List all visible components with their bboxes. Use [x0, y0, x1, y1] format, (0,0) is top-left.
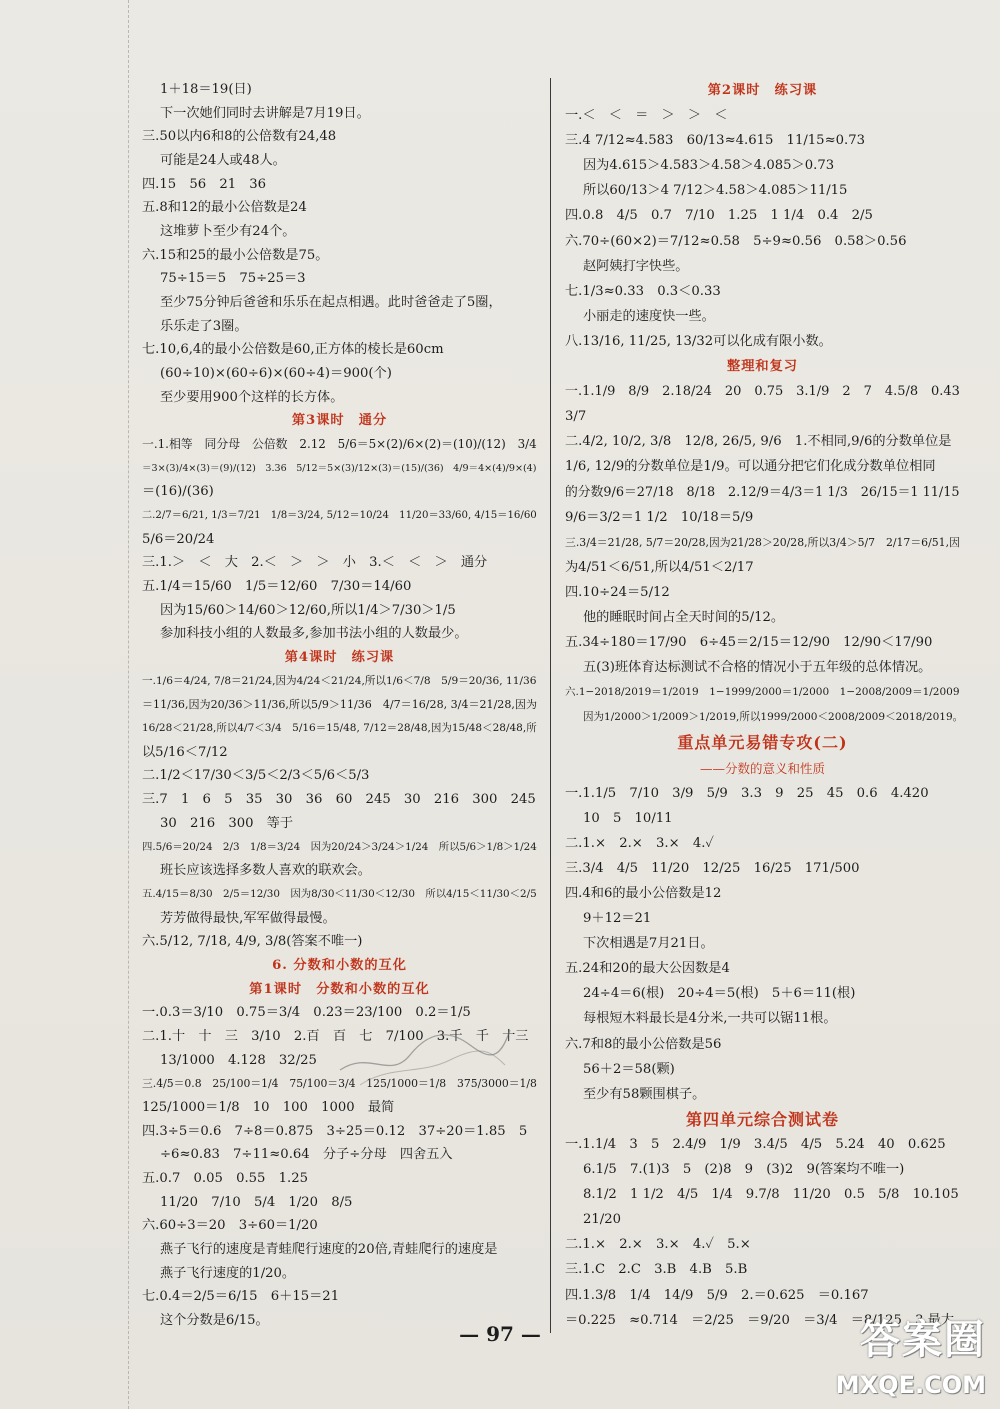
left-column-line: 五.0.7 0.05 0.55 1.25 [142, 1170, 309, 1186]
left-column-line: ＝(16)/(36) [142, 484, 214, 500]
left-column-line: 乐乐走了3圈。 [160, 318, 248, 334]
right-column-line: 三.3/4＝21/28, 5/7＝20/28,因为21/28＞20/28,所以3/4＞5/7 2/17＝6/51,因 [565, 535, 960, 549]
pencil-scribble [330, 1010, 520, 1090]
left-column-line: 六.5/12, 7/18, 4/9, 3/8(答案不唯一) [142, 934, 363, 950]
left-column-line: 三.1.＞ ＜ 大 2.＜ ＞ ＞ 小 3.＜ ＜ ＞ 通分 [142, 555, 488, 571]
left-column-line: 下一次她们同时去讲解是7月19日。 [160, 105, 370, 121]
left-column-line: 燕子飞行的速度是青蛙爬行速度的20倍,青蛙爬行的速度是 [160, 1241, 498, 1257]
left-column-line: 六.15和25的最小公倍数是75。 [142, 247, 329, 263]
left-column-line: 75÷15＝5 75÷25＝3 [160, 271, 306, 287]
right-column-line: 重点单元易错专攻(二) [677, 733, 848, 753]
right-column-line: 四.10÷24＝5/12 [565, 584, 670, 600]
left-column-line: 三.50以内6和8的公倍数有24,48 [142, 129, 337, 145]
right-column-line: 四.0.8 4/5 0.7 7/10 1.25 1 1/4 0.4 2/5 [565, 208, 873, 224]
left-column-line: 一.0.3＝3/10 0.75＝3/4 0.23＝23/100 0.2＝1/5 [142, 1005, 471, 1021]
left-column-line: ÷6≈0.83 7÷11≈0.64 分子÷分母 四舍五入 [160, 1147, 453, 1163]
left-column-line: 第4课时 练习课 [284, 650, 395, 666]
right-column-line: 四.4和6的最小公倍数是12 [565, 886, 722, 901]
right-column-line: 二.1.× 2.× 3.× 4.✓ [565, 835, 714, 851]
right-column-line: 因为4.615＞4.583＞4.58＞4.085＞0.73 [583, 158, 835, 174]
right-column-line: 一.1.1/9 8/9 2.18/24 20 0.75 3.1/9 2 7 4.5/8 0.43 [565, 384, 960, 400]
left-column-line: 五.8和12的最小公倍数是24 [142, 200, 307, 216]
left-column-line: 燕子飞行速度的1/20。 [160, 1265, 296, 1281]
right-column-line: 的分数9/6＝27/18 8/18 2.12/9＝4/3＝1 1/3 26/15＝1 11/15 [565, 484, 960, 500]
right-column-line: 下次相遇是7月21日。 [583, 936, 714, 952]
left-column-line: 因为15/60＞14/60＞12/60,所以1/4＞7/30＞1/5 [160, 602, 456, 618]
right-column-line: 24÷4＝6(根) 20÷4＝5(根) 5＋6＝11(根) [583, 986, 856, 1002]
left-column-line: 可能是24人或48人。 [160, 153, 286, 169]
left-column-line: 一.1/6＝4/24, 7/8＝21/24,因为4/24＜21/24,所以1/6＜7/8 5/9＝20/36, 11/36 [142, 674, 537, 687]
left-column-line: 参加科技小组的人数最多,参加书法小组的人数最少。 [160, 626, 468, 642]
right-column-line: 五.24和20的最大公因数是4 [565, 961, 730, 977]
right-column-line: 10 5 10/11 [583, 810, 673, 826]
right-column-line: 三.1.C 2.C 3.B 4.B 5.B [565, 1262, 748, 1278]
left-column-line: 这个分数是6/15。 [160, 1312, 269, 1328]
right-column-line: 三.4 7/12≈4.583 60/13≈4.615 11/15≈0.73 [565, 133, 865, 149]
right-column-line: 9/6＝3/2＝1 1/2 10/18＝5/9 [565, 509, 754, 525]
left-column-line: 至少要用900个这样的长方体。 [160, 389, 344, 405]
left-column-line: 七.0.4＝2/5＝6/15 6＋15＝21 [142, 1289, 340, 1305]
left-column-line: 三.4/5＝0.8 25/100＝1/4 75/100＝3/4 125/1000＝1/8 375/3000＝1/8 [142, 1077, 537, 1091]
left-column-line: (60÷10)×(60÷6)×(60÷4)＝900(个) [160, 366, 392, 382]
left-column-line: 六.60÷3＝20 3÷60＝1/20 [142, 1218, 318, 1234]
left-column-line: 这堆萝卜至少有24个。 [160, 224, 296, 240]
left-column-line: 五.1/4＝15/60 1/5＝12/60 7/30＝14/60 [142, 579, 412, 595]
page-number: — 97 — [459, 1322, 541, 1346]
right-column-line: ——分数的意义和性质 [699, 760, 825, 776]
left-column-line: 二.2/7＝6/21, 1/3＝7/21 1/8＝3/24, 5/12＝10/24 11/20＝33/60, 4/15＝16/60 [142, 510, 537, 522]
right-column-line: 二.1.× 2.× 3.× 4.✓ 5.× [565, 1237, 751, 1253]
left-column-line: 6. 分数和小数的互化 [272, 957, 407, 973]
right-column-line: 第四单元综合测试卷 [685, 1109, 839, 1129]
right-column-line: 6.1/5 7.(1)3 5 (2)8 9 (3)2 9(答案均不唯一) [583, 1162, 905, 1178]
left-column-line: 第3课时 通分 [291, 413, 388, 429]
right-column-line: 9＋12＝21 [583, 911, 652, 927]
left-column-line: 125/1000＝1/8 10 100 1000 最简 [142, 1099, 395, 1115]
right-column-line: 五(3)班体育达标测试不合格的情况小于五年级的总体情况。 [583, 660, 932, 676]
right-column-line: 第2课时 练习课 [707, 83, 818, 98]
right-column-line: 至少有58颗围棋子。 [583, 1086, 706, 1102]
right-column-line: 三.3/4 4/5 11/20 12/25 16/25 171/500 [565, 860, 860, 876]
right-column-line: 21/20 [583, 1212, 622, 1228]
right-column-line: ＝0.225 ≈0.714 ＝2/25 ＝9/20 ＝3/4 ＝8/125 3.最大 [565, 1312, 955, 1328]
right-column-line: 8.1/2 1 1/2 4/5 1/4 9.7/8 11/20 0.5 5/8 10.105 [583, 1187, 959, 1203]
watermark-title: 答案圈 [860, 1317, 986, 1363]
left-column-line: 四.5/6＝20/24 2/3 1/8＝3/24 因为20/24＞3/24＞1/24 所以5/6＞1/8＞1/24 [142, 840, 537, 853]
left-column-line: 30 216 300 等于 [160, 815, 294, 831]
right-column-line: 一.1.1/4 3 5 2.4/9 1/9 3.4/5 4/5 5.24 40 0.625 [565, 1136, 946, 1152]
binding-margin-line [128, 0, 129, 1409]
right-column-line: 1/6, 12/9的分数单位是1/9。可以通分把它们化成分数单位相同 [565, 459, 936, 475]
right-column-line: 二.4/2, 10/2, 3/8 12/8, 26/5, 9/6 1.不相同,9/6的分数单位是 [565, 434, 952, 450]
right-column-line: 六.70÷(60×2)＝7/12≈0.58 5÷9≈0.56 0.58＞0.56 [565, 233, 907, 249]
left-column-line: ＝11/36,因为20/36＞11/36,所以5/9＞11/36 4/7＝16/28, 3/4＝21/28,因为 [142, 698, 538, 712]
left-column-line: 二.1.十 十 三 3/10 2.百 百 七 7/100 3.千 千 十三 [142, 1028, 529, 1044]
left-column-line: 11/20 7/10 5/4 1/20 8/5 [160, 1194, 353, 1210]
left-column-line: 5/6＝20/24 [142, 531, 215, 547]
right-column-line: 六.7和8的最小公倍数是56 [565, 1036, 722, 1052]
right-column-line: 五.34÷180＝17/90 6÷45＝2/15＝12/90 12/90＜17/90 [565, 635, 933, 651]
right-column-line: 因为1/2000＞1/2009＞1/2019,所以1999/2000＜2008/2009＜2018/2019。 [583, 711, 964, 724]
left-column-line: 第1课时 分数和小数的互化 [249, 981, 430, 997]
right-column-line: 整理和复习 [727, 359, 798, 375]
left-column-line: 四.15 56 21 36 [142, 176, 267, 192]
right-column-line: 56＋2＝58(颗) [583, 1061, 675, 1077]
left-column-line: 芳芳做得最快,军军做得最慢。 [160, 910, 336, 926]
right-column-line: 为4/51＜6/51,所以4/51＜2/17 [565, 559, 754, 575]
left-column-line: 七.10,6,4的最小公倍数是60,正方体的棱长是60cm [142, 342, 444, 358]
left-column-line: 1＋18＝19(日) [160, 82, 252, 97]
right-column-line: 赵阿姨打字快些。 [583, 258, 689, 274]
left-column-line: 16/28＜21/28,所以4/7＜3/4 5/16＝15/48, 7/12＝28/48,因为15/48＜28/48,所 [142, 722, 537, 735]
right-column-line: 所以60/13＞4 7/12＞4.58＞4.085＞11/15 [583, 183, 848, 199]
left-column-line: 二.1/2＜17/30＜3/5＜2/3＜5/6＜5/3 [142, 768, 370, 784]
right-column-line: 七.1/3≈0.33 0.3＜0.33 [565, 283, 721, 299]
right-column-line: 六.1−2018/2019＝1/2019 1−1999/2000＝1/2000 1−2008/2009＝1/2009 [565, 686, 960, 699]
left-column-line: 至少75分钟后爸爸和乐乐在起点相遇。此时爸爸走了5圈， [160, 295, 502, 311]
left-column-line: 以5/16＜7/12 [142, 744, 228, 760]
right-column-line: 八.13/16, 11/25, 13/32可以化成有限小数。 [565, 333, 832, 349]
right-column-line: 他的睡眠时间占全天时间的5/12。 [583, 609, 785, 625]
right-column-line: 每根短木料最长是4分米,一共可以锯11根。 [583, 1011, 837, 1027]
left-column-line: 一.1.相等 同分母 公倍数 2.12 5/6＝5×(2)/6×(2)＝(10)/(12) 3/4 [142, 437, 537, 452]
left-column-line: 班长应该选择多数人喜欢的联欢会。 [160, 863, 371, 879]
right-column-line: 小丽走的速度快一些。 [583, 308, 715, 324]
right-column-line: 一.1.1/5 7/10 3/9 5/9 3.3 9 25 45 0.6 4.420 [565, 785, 929, 801]
right-column-line: 四.1.3/8 1/4 14/9 5/9 2.＝0.625 ＝0.167 [565, 1287, 869, 1303]
left-column-line: 五.4/15＝8/30 2/5＝12/30 因为8/30＜11/30＜12/30 所以4/15＜11/30＜2/5 [142, 887, 537, 900]
right-column-line: 3/7 [565, 409, 587, 425]
left-column-line: 三.7 1 6 5 35 30 36 60 245 30 216 300 245 [142, 792, 536, 808]
right-column-line: 一.＜ ＜ ＝ ＞ ＞ ＜ [565, 108, 728, 124]
left-column-line: 四.3÷5＝0.6 7÷8＝0.875 3÷25＝0.12 37÷20＝1.85 5 [142, 1123, 528, 1139]
right-answer-column [565, 78, 964, 1333]
left-answer-column [142, 78, 537, 1333]
column-divider [550, 78, 551, 1333]
left-column-line: 13/1000 4.128 32/25 [160, 1052, 317, 1068]
page-number-value: 97 [486, 1322, 514, 1346]
left-column-line: ＝3×(3)/4×(3)＝(9)/(12) 3.36 5/12＝5×(3)/12×(3)＝(15)/(36) 4/9＝4×(4)/9×(4) [142, 462, 537, 474]
watermark-url: MXQE.COM [835, 1371, 986, 1399]
